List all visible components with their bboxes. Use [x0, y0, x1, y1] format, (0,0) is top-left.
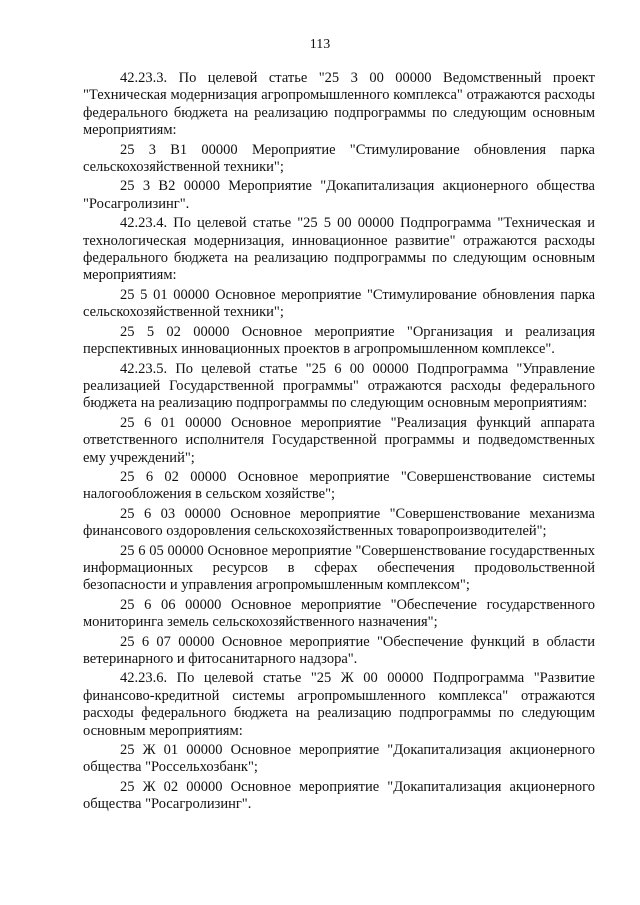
- paragraph-item: 25 6 07 00000 Основное мероприятие "Обеспечение функций в области ветеринарного и фитосанитарного надзора".: [83, 633, 595, 667]
- paragraph-item: 25 5 02 00000 Основное мероприятие "Организация и реализация перспективных инновационных проектов в агропромышленном комплексе".: [83, 323, 595, 358]
- paragraph-item: 25 6 06 00000 Основное мероприятие "Обеспечение государственного мониторинга земель сельскохозяйственного назначения";: [83, 596, 595, 631]
- page-number: 113: [309, 37, 331, 52]
- paragraph-item: 25 6 02 00000 Основное мероприятие "Совершенствование системы налогообложения в сельском хозяйстве";: [83, 468, 595, 503]
- paragraph-item: 25 Ж 02 00000 Основное мероприятие "Докапитализация акционерного общества "Росагролизинг".: [83, 778, 595, 813]
- paragraph-item: 25 6 05 00000 Основное мероприятие "Совершенствование государственных информационных ресурсов в сферах обеспечения продовольственной безопасности и управления агропромышленным комплексом";: [83, 542, 595, 594]
- paragraph-42-23-6: 42.23.6. По целевой статье "25 Ж 00 00000 Подпрограмма "Развитие финансово-кредитной системы агропромышленного комплекса" отражаются расходы федерального бюджета на реализацию подпрограммы по следующим основным мероприятиям:: [83, 670, 595, 739]
- paragraph-42-23-4: 42.23.4. По целевой статье "25 5 00 00000 Подпрограмма "Техническая и технологическая модернизация, инновационное развитие" отражаются расходы федерального бюджета на реализацию подпрограммы по следующим основным мероприятиям:: [83, 215, 595, 284]
- paragraph-42-23-5: 42.23.5. По целевой статье "25 6 00 00000 Подпрограмма "Управление реализацией Государственной программы" отражаются расходы федерального бюджета на реализацию подпрограммы по следующим основным мероприятиям:: [83, 360, 595, 412]
- paragraph-item: 25 6 03 00000 Основное мероприятие "Совершенствование механизма финансового оздоровления сельскохозяйственных товаропроизводителей";: [83, 505, 595, 540]
- paragraph-item: 25 5 01 00000 Основное мероприятие "Стимулирование обновления парка сельскохозяйственной техники";: [83, 286, 595, 321]
- document-body: [83, 70, 595, 816]
- paragraph-item: 25 3 В1 00000 Мероприятие "Стимулирование обновления парка сельскохозяйственной техники";: [83, 141, 595, 176]
- paragraph-item: 25 3 В2 00000 Мероприятие "Докапитализация акционерного общества "Росагролизинг".: [83, 178, 595, 212]
- paragraph-item: 25 Ж 01 00000 Основное мероприятие "Докапитализация акционерного общества "Россельхозбанк";: [83, 742, 595, 776]
- paragraph-42-23-3: 42.23.3. По целевой статье "25 3 00 00000 Ведомственный проект "Техническая модернизация агропромышленного комплекса" отражаются расходы федерального бюджета на реализацию подпрограммы по следующим основным мероприятиям:: [83, 70, 595, 139]
- paragraph-item: 25 6 01 00000 Основное мероприятие "Реализация функций аппарата ответственного исполнителя Государственной программы и подведомственных ему учреждений";: [83, 414, 595, 466]
